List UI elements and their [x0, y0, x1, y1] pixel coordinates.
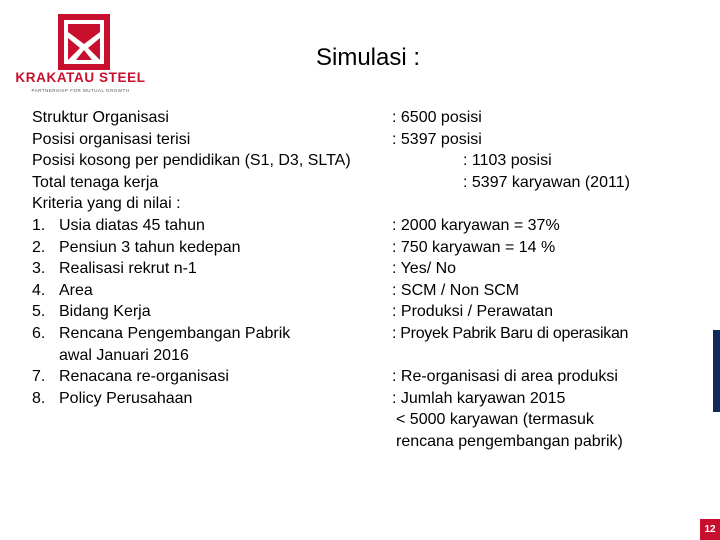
- criteria-number: 8.: [32, 389, 46, 407]
- criteria-number: 2.: [32, 238, 46, 256]
- criteria-value-area: : SCM / Non SCM: [392, 281, 520, 299]
- criteria-number: 7.: [32, 368, 46, 386]
- criteria-number: 4.: [32, 281, 46, 299]
- krakatau-steel-logo-icon: [58, 14, 110, 70]
- criteria-number: 5.: [32, 303, 46, 321]
- criteria-number: 6.: [32, 325, 46, 342]
- logo-tagline: PARTNERSHIP FOR MUTUAL GROWTH: [31, 88, 130, 93]
- criteria-value-reorganisasi: : Re-organisasi di area produksi: [392, 368, 618, 386]
- criteria-label-usia: Usia diatas 45 tahun: [59, 217, 205, 234]
- row-value-kosong: : 1103 posisi: [463, 152, 552, 170]
- criteria-label-bidang: Bidang Kerja: [59, 303, 151, 321]
- row-value-struktur: : 6500 posisi: [392, 109, 482, 126]
- criteria-value-policy-cont2: rencana pengembangan pabrik): [396, 433, 623, 450]
- criteria-label-reorganisasi: Renacana re-organisasi: [59, 368, 229, 386]
- navy-edge-bar: [713, 330, 720, 412]
- criteria-value-rekrut: : Yes/ No: [392, 260, 457, 278]
- row-label-kosong: Posisi kosong per pendidikan (S1, D3, SLTA): [32, 152, 351, 170]
- company-logo: [8, 14, 153, 94]
- row-value-total: : 5397 karyawan (2011): [463, 173, 630, 191]
- criteria-label-area: Area: [59, 281, 93, 299]
- page-number-badge: 12: [700, 519, 720, 540]
- criteria-label-rencana: Rencana Pengembangan Pabrik: [59, 325, 291, 342]
- criteria-label-rekrut: Realisasi rekrut n-1: [59, 260, 197, 278]
- criteria-value-policy-cont: < 5000 karyawan (termasuk: [396, 411, 594, 429]
- criteria-value-rencana: : Proyek Pabrik Baru di operasikan: [392, 325, 629, 342]
- criteria-number: 3.: [32, 260, 46, 278]
- criteria-label-pensiun: Pensiun 3 tahun kedepan: [59, 238, 241, 256]
- criteria-label-policy: Policy Perusahaan: [59, 389, 193, 407]
- criteria-label-rencana-cont: awal Januari 2016: [59, 346, 189, 364]
- logo-name: KRAKATAU STEEL: [15, 70, 146, 85]
- criteria-value-bidang: : Produksi / Perawatan: [392, 303, 553, 321]
- row-label-total: Total tenaga kerja: [32, 173, 159, 191]
- criteria-value-pensiun: : 750 karyawan = 14 %: [392, 238, 556, 256]
- slide-title: Simulasi :: [316, 44, 421, 71]
- criteria-value-usia: : 2000 karyawan = 37%: [392, 217, 560, 234]
- row-label-struktur: Struktur Organisasi: [32, 109, 169, 126]
- criteria-number: 1.: [32, 217, 46, 234]
- row-label-terisi: Posisi organisasi terisi: [32, 130, 191, 148]
- criteria-heading: Kriteria yang di nilai :: [32, 195, 181, 213]
- criteria-value-policy: : Jumlah karyawan 2015: [392, 389, 566, 407]
- row-value-terisi: : 5397 posisi: [392, 130, 482, 148]
